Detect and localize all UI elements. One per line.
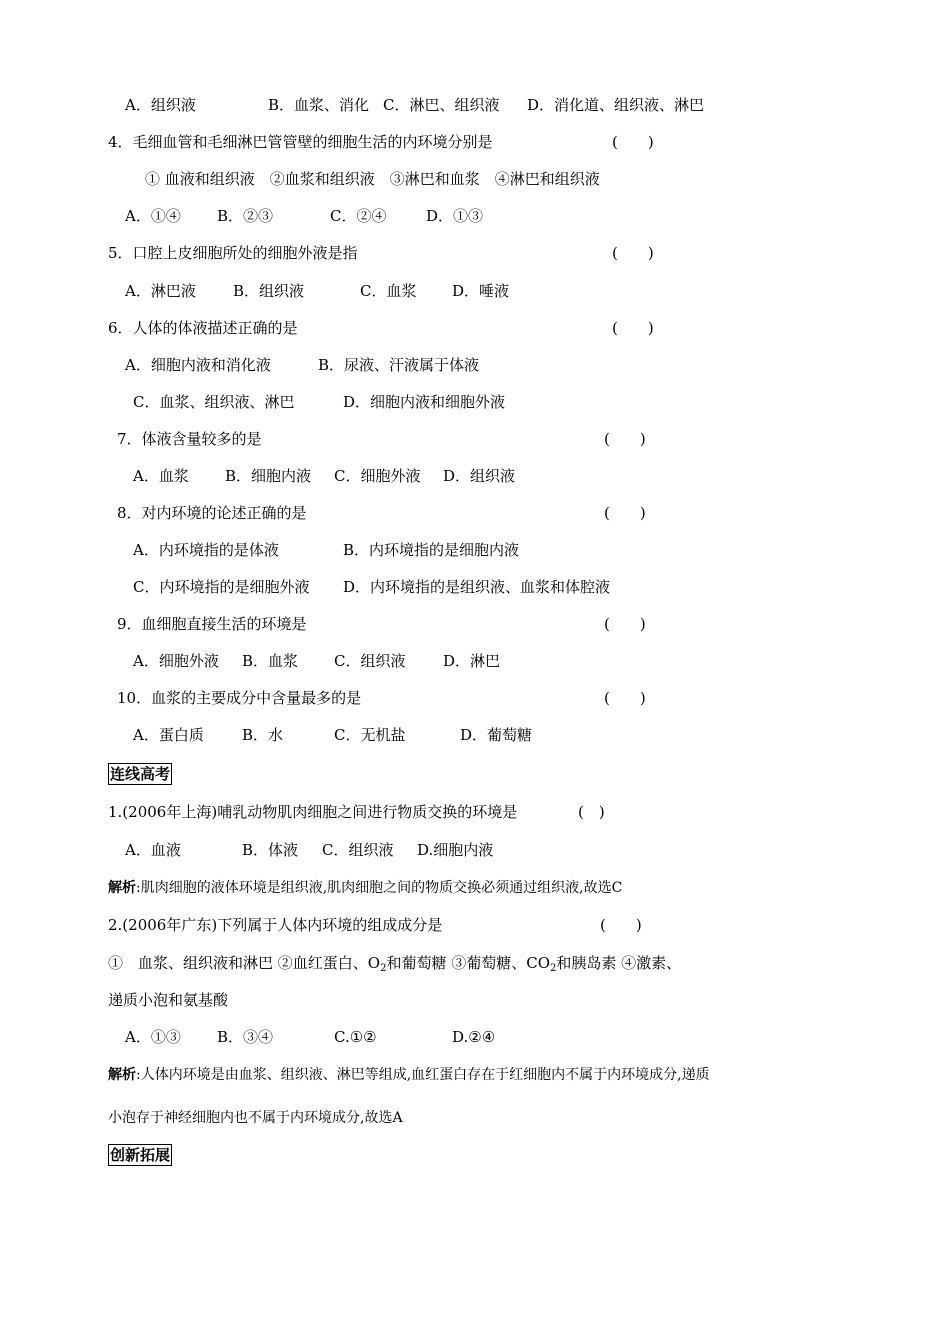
q3-option-a: A．组织液: [125, 96, 196, 114]
q8-option-a: A．内环境指的是体液: [133, 541, 279, 559]
q7-option-a: A．血浆: [133, 467, 189, 485]
g1-option-d: D.细胞内液: [417, 841, 494, 859]
q8-option-c: C．内环境指的是细胞外液: [133, 578, 310, 596]
q9-bracket: ( ): [604, 615, 646, 633]
q5-option-b: B．组织液: [233, 282, 305, 300]
section-heading-innovation: 创新拓展: [110, 1146, 171, 1164]
q6-option-a: A．细胞内液和消化液: [125, 356, 271, 374]
q9-stem: 9．血细胞直接生活的环境是: [117, 615, 307, 633]
g2-items-line2: 递质小泡和氨基酸: [108, 991, 229, 1009]
g2-option-a: A．①③: [125, 1028, 181, 1046]
q9-option-d: D．淋巴: [443, 652, 501, 670]
q10-option-a: A．蛋白质: [133, 726, 204, 744]
q7-option-c: C．细胞外液: [334, 467, 421, 485]
q6-bracket: ( ): [612, 319, 654, 337]
q6-option-b: B．尿液、汗液属于体液: [318, 356, 480, 374]
g1-analysis: 解析:肌肉细胞的液体环境是组织液,肌肉细胞之间的物质交换必须通过组织液,故选C: [108, 880, 623, 896]
g1-stem: 1.(2006年上海)哺乳动物肌肉细胞之间进行物质交换的环境是: [108, 803, 518, 821]
q5-option-c: C．血浆: [360, 282, 417, 300]
g1-option-b: B．体液: [242, 841, 299, 859]
q5-option-d: D．唾液: [452, 282, 510, 300]
g2-option-d: D.②④: [452, 1028, 496, 1046]
section-heading-gaokao: 连线高考: [110, 765, 171, 783]
q7-stem: 7．体液含量较多的是: [117, 430, 262, 448]
q5-option-a: A．淋巴液: [125, 282, 196, 300]
q7-bracket: ( ): [604, 430, 646, 448]
g2-analysis-line2: 小泡存于神经细胞内也不属于内环境成分,故选A: [108, 1110, 403, 1126]
g2-items: ① 血浆、组织液和淋巴 ②血红蛋白、$O_2$和葡萄糖 ③葡萄糖、$CO_2$和胰岛素 ④激素、: [108, 954, 682, 974]
q8-bracket: ( ): [604, 504, 646, 522]
g1-option-c: C．组织液: [322, 841, 394, 859]
q10-bracket: ( ): [604, 689, 646, 707]
g1-option-a: A．血液: [125, 841, 181, 859]
q3-option-b: B．血浆、消化: [268, 96, 370, 114]
q4-option-a: A．①④: [125, 207, 181, 225]
q8-option-b: B．内环境指的是细胞内液: [343, 541, 520, 559]
q4-option-d: D．①③: [426, 207, 484, 225]
q7-option-d: D．组织液: [443, 467, 516, 485]
q8-stem: 8．对内环境的论述正确的是: [117, 504, 307, 522]
q3-option-d: D．消化道、组织液、淋巴: [527, 96, 705, 114]
g2-bracket: ( ): [600, 916, 642, 934]
g2-option-b: B．③④: [217, 1028, 274, 1046]
q10-option-b: B．水: [242, 726, 284, 744]
q7-option-b: B．细胞内液: [225, 467, 312, 485]
q6-option-c: C．血浆、组织液、淋巴: [133, 393, 295, 411]
q4-bracket: ( ): [612, 133, 654, 151]
g2-option-c: C.①②: [334, 1028, 377, 1046]
q4-stem: 4．毛细血管和毛细淋巴管管壁的细胞生活的内环境分别是: [108, 133, 493, 151]
q9-option-b: B．血浆: [242, 652, 299, 670]
q3-option-c: C．淋巴、组织液: [383, 96, 500, 114]
q4-option-b: B．②③: [217, 207, 274, 225]
q6-stem: 6．人体的体液描述正确的是: [108, 319, 298, 337]
g2-stem: 2.(2006年广东)下列属于人体内环境的组成成分是: [108, 916, 443, 934]
q8-option-d: D．内环境指的是组织液、血浆和体腔液: [343, 578, 611, 596]
q4-items: ① 血液和组织液 ②血浆和组织液 ③淋巴和血浆 ④淋巴和组织液: [145, 170, 600, 188]
q10-option-d: D．葡萄糖: [460, 726, 533, 744]
g2-analysis-line1: 解析:人体内环境是由血浆、组织液、淋巴等组成,血红蛋白存在于红细胞内不属于内环境成分,递质: [108, 1067, 710, 1083]
q9-option-c: C．组织液: [334, 652, 406, 670]
g1-bracket: ( ): [578, 803, 605, 821]
q9-option-a: A．细胞外液: [133, 652, 219, 670]
q6-option-d: D．细胞内液和细胞外液: [343, 393, 506, 411]
q5-bracket: ( ): [612, 244, 654, 262]
q10-stem: 10．血浆的主要成分中含量最多的是: [117, 689, 362, 707]
q4-option-c: C．②④: [330, 207, 387, 225]
q10-option-c: C．无机盐: [334, 726, 406, 744]
q5-stem: 5．口腔上皮细胞所处的细胞外液是指: [108, 244, 358, 262]
